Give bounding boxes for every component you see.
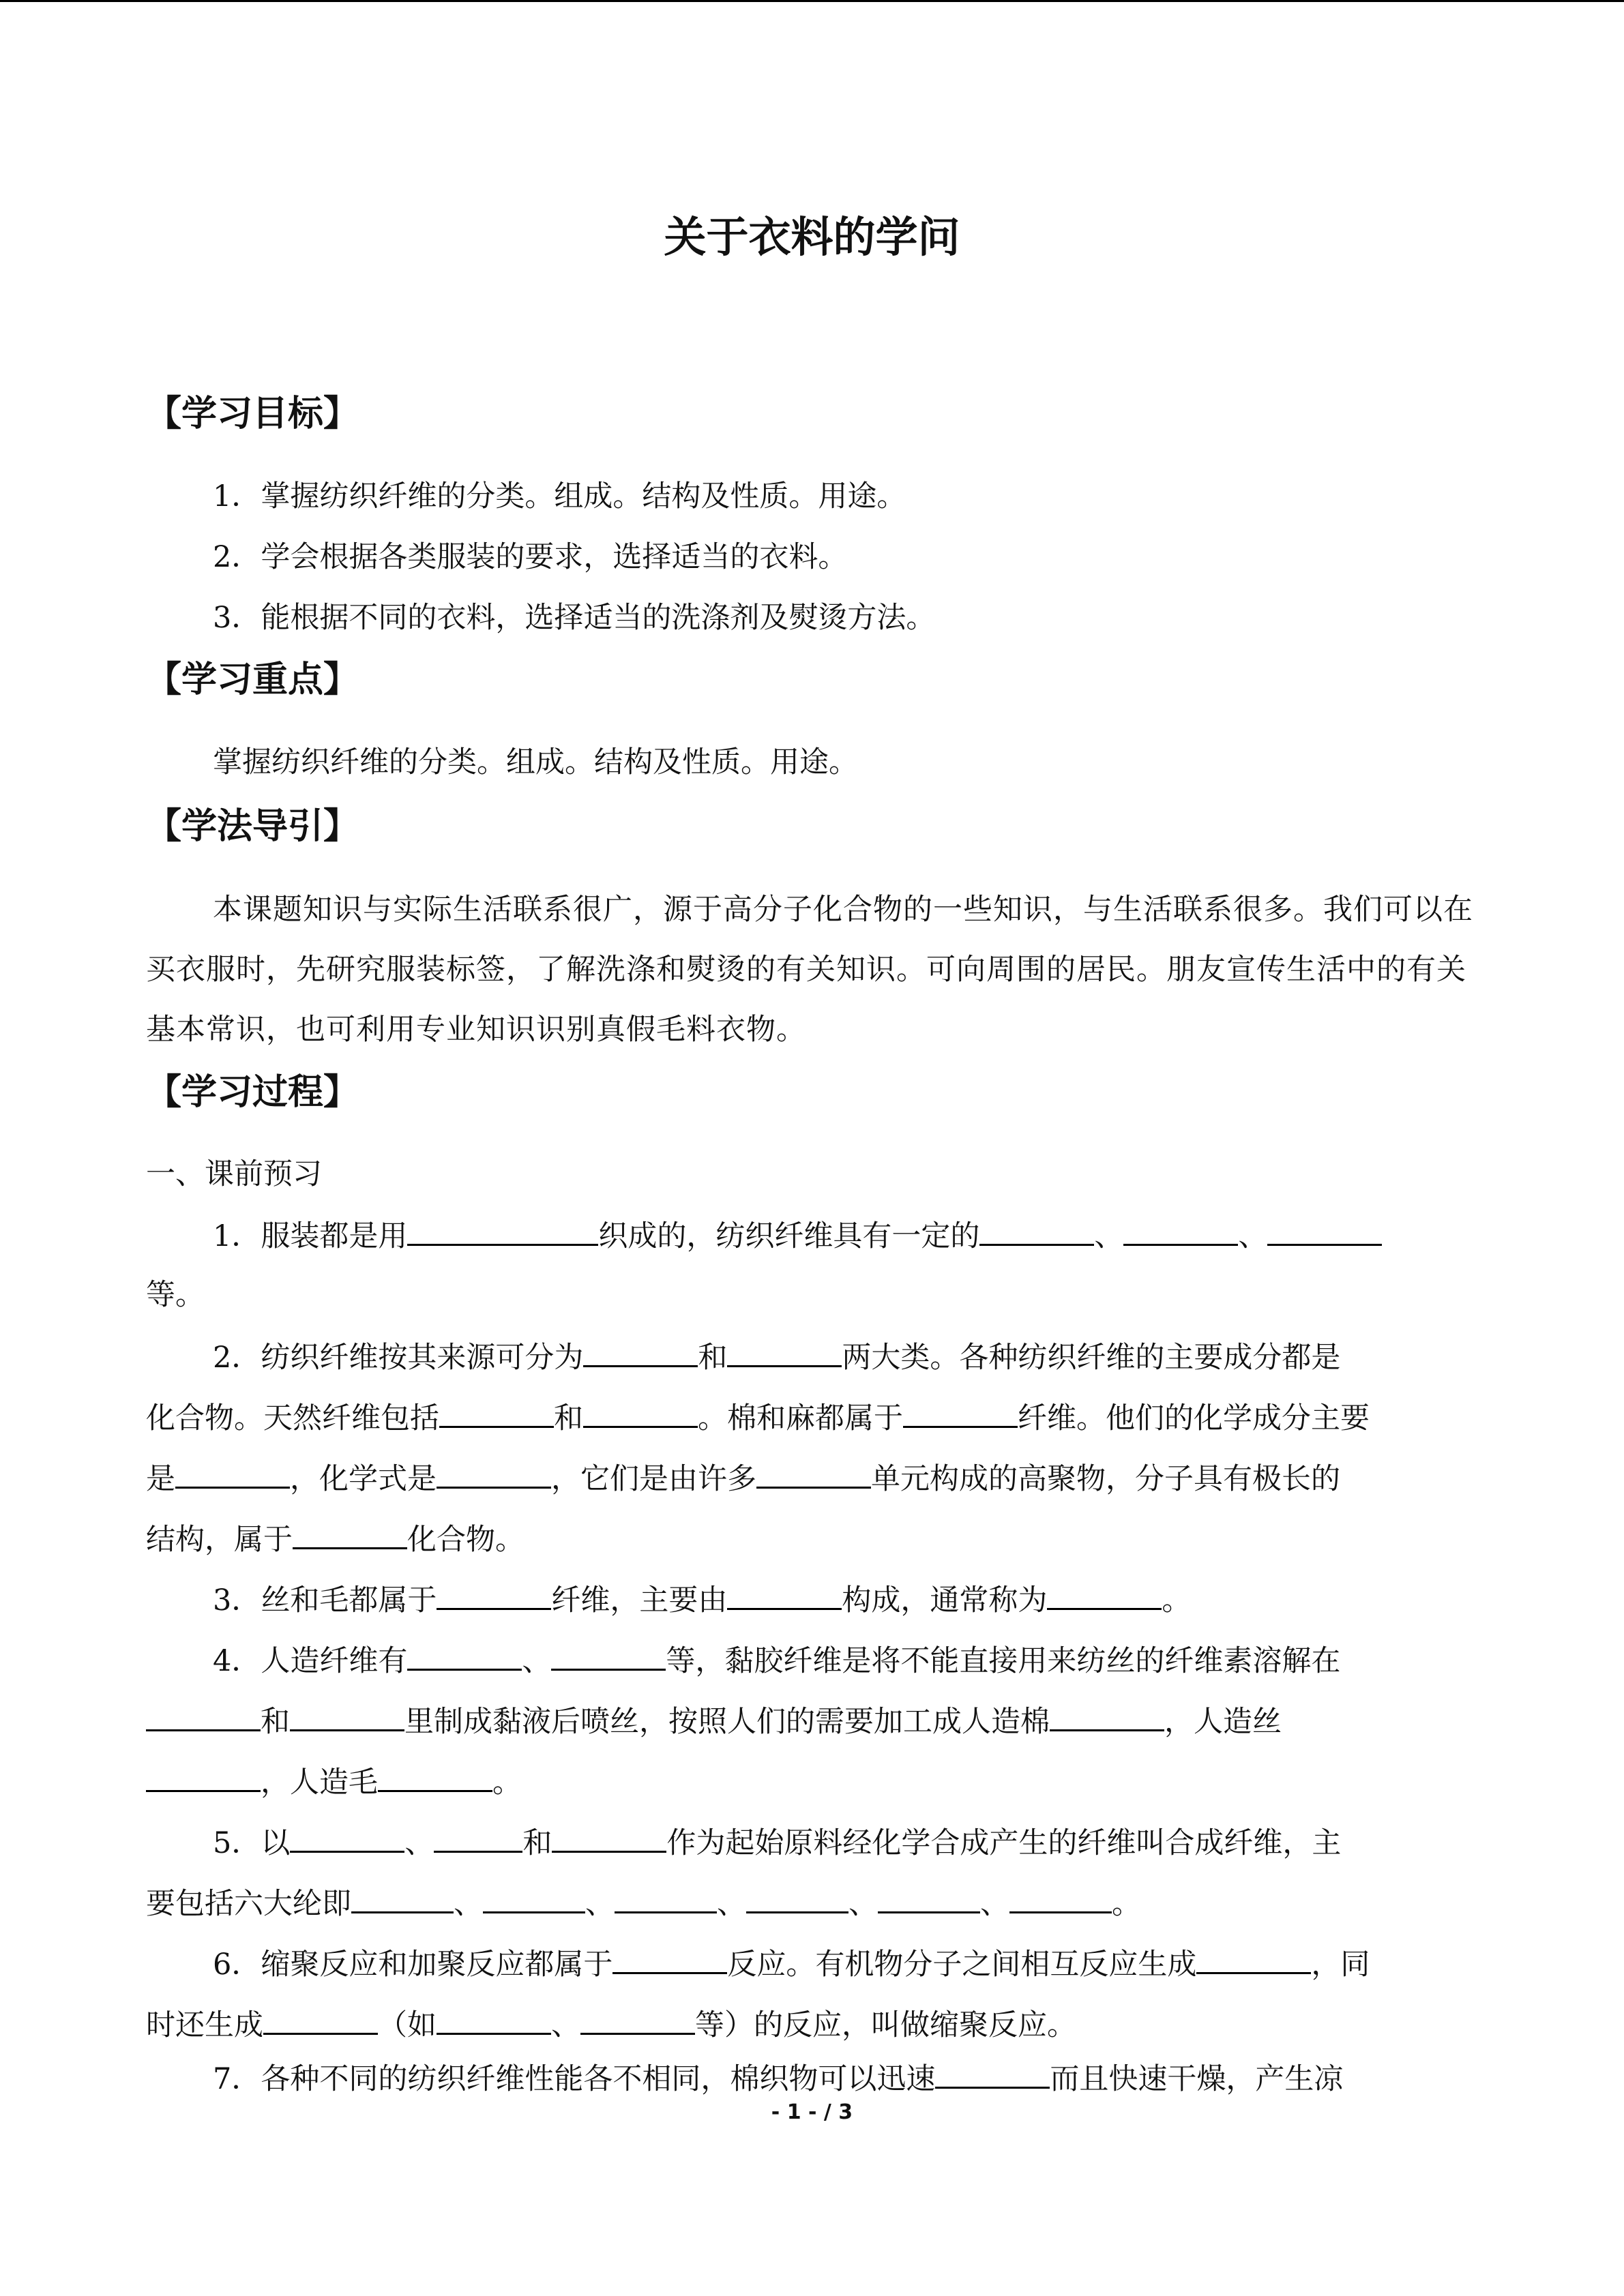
question-7-line: 7．各种不同的纺织纤维性能各不相同，棉织物可以迅速 而且快速干燥，产生凉	[213, 2057, 1343, 2100]
page-number: - 1 - / 3	[771, 2100, 853, 2124]
question-4-line: ，人造毛 。	[146, 1760, 522, 1803]
question-4-line: 4．人造纤维有 、 等，黏胶纤维是将不能直接用来纺丝的纤维素溶解在	[213, 1639, 1340, 1682]
answer-blank[interactable]	[378, 1760, 492, 1792]
answer-blank[interactable]	[434, 1821, 522, 1853]
answer-blank[interactable]	[175, 1457, 290, 1489]
answer-blank[interactable]	[756, 1457, 871, 1489]
answer-blank[interactable]	[351, 1881, 454, 1913]
objective-item: 2．学会根据各类服装的要求，选择适当的衣料。	[213, 540, 848, 574]
answer-blank[interactable]	[483, 1881, 585, 1913]
answer-blank[interactable]	[552, 1821, 666, 1853]
question-2-line: 2．纺织纤维按其来源可分为 和 两大类。各种纺织纤维的主要成分都是	[213, 1335, 1340, 1378]
question-1-line: 等。	[146, 1278, 205, 1312]
objective-item: 3．能根据不同的衣料，选择适当的洗涤剂及熨烫方法。	[213, 601, 936, 635]
question-4-line: 和 里制成黏液后喷丝，按照人们的需要加工成人造棉 ，人造丝	[146, 1699, 1282, 1742]
answer-blank[interactable]	[551, 1639, 666, 1671]
answer-blank[interactable]	[1009, 1881, 1112, 1913]
question-1-line: 1．服装都是用 织成的，纺织纤维具有一定的 、 、	[213, 1214, 1382, 1257]
question-5-line: 要包括六大纶即 、 、 、 、 、 。	[146, 1881, 1141, 1924]
heading-key-points: 【学习重点】	[146, 659, 359, 700]
answer-blank[interactable]	[903, 1396, 1018, 1428]
page-title: 关于衣料的学问	[664, 212, 960, 262]
answer-blank[interactable]	[583, 1396, 698, 1428]
answer-blank[interactable]	[437, 1578, 551, 1610]
question-6-line: 6．缩聚反应和加聚反应都属于 反应。有机物分子之间相互反应生成 ，同	[213, 1942, 1370, 1985]
answer-blank[interactable]	[727, 1335, 842, 1367]
question-2-line: 结构，属于 化合物。	[146, 1517, 525, 1560]
answer-blank[interactable]	[979, 1214, 1094, 1246]
answer-blank[interactable]	[580, 2003, 695, 2035]
answer-blank[interactable]	[615, 1881, 717, 1913]
objective-item: 1．掌握纺织纤维的分类。组成。结构及性质。用途。	[213, 479, 906, 513]
answer-blank[interactable]	[407, 1214, 598, 1246]
answer-blank[interactable]	[290, 1821, 404, 1853]
answer-blank[interactable]	[437, 1457, 551, 1489]
answer-blank[interactable]	[1123, 1214, 1238, 1246]
answer-blank[interactable]	[935, 2057, 1050, 2089]
answer-blank[interactable]	[1047, 1578, 1162, 1610]
answer-blank[interactable]	[746, 1881, 848, 1913]
top-border	[0, 0, 1624, 2]
answer-blank[interactable]	[1196, 1942, 1311, 1974]
question-2-line: 是 ，化学式是 ，它们是由许多 单元构成的高聚物，分子具有极长的	[146, 1457, 1340, 1500]
question-6-line: 时还生成 （如 、 等）的反应，叫做缩聚反应。	[146, 2003, 1076, 2046]
question-2-line: 化合物。天然纤维包括 和 。棉和麻都属于 纤维。他们的化学成分主要	[146, 1396, 1370, 1439]
key-points-text: 掌握纺织纤维的分类。组成。结构及性质。用途。	[213, 745, 858, 779]
question-3-line: 3．丝和毛都属于 纤维，主要由 构成，通常称为 。	[213, 1578, 1191, 1621]
heading-process: 【学习过程】	[146, 1072, 359, 1113]
answer-blank[interactable]	[146, 1760, 261, 1792]
question-5-line: 5．以 、 和 作为起始原料经化学合成产生的纤维叫合成纤维，主	[213, 1821, 1341, 1864]
answer-blank[interactable]	[612, 1942, 727, 1974]
answer-blank[interactable]	[437, 2003, 551, 2035]
heading-method: 【学法导引】	[146, 806, 359, 847]
answer-blank[interactable]	[583, 1335, 698, 1367]
subheading-preview: 一、课前预习	[146, 1157, 322, 1191]
answer-blank[interactable]	[439, 1396, 554, 1428]
method-text: 本课题知识与实际生活联系很广，源于高分子化合物的一些知识，与生活联系很多。我们可以在买衣服时，先研究服装标签，了解洗涤和熨烫的有关知识。可向周围的居民。朋友宣传生活中的有关基本常识，也可利用专业知识识别真假毛料衣物。	[146, 893, 1473, 1047]
answer-blank[interactable]	[1050, 1699, 1164, 1731]
heading-objectives: 【学习目标】	[146, 393, 359, 434]
answer-blank[interactable]	[146, 1699, 261, 1731]
answer-blank[interactable]	[407, 1639, 522, 1671]
answer-blank[interactable]	[293, 1517, 407, 1549]
answer-blank[interactable]	[878, 1881, 980, 1913]
answer-blank[interactable]	[290, 1699, 404, 1731]
answer-blank[interactable]	[727, 1578, 842, 1610]
answer-blank[interactable]	[263, 2003, 378, 2035]
answer-blank[interactable]	[1267, 1214, 1382, 1246]
